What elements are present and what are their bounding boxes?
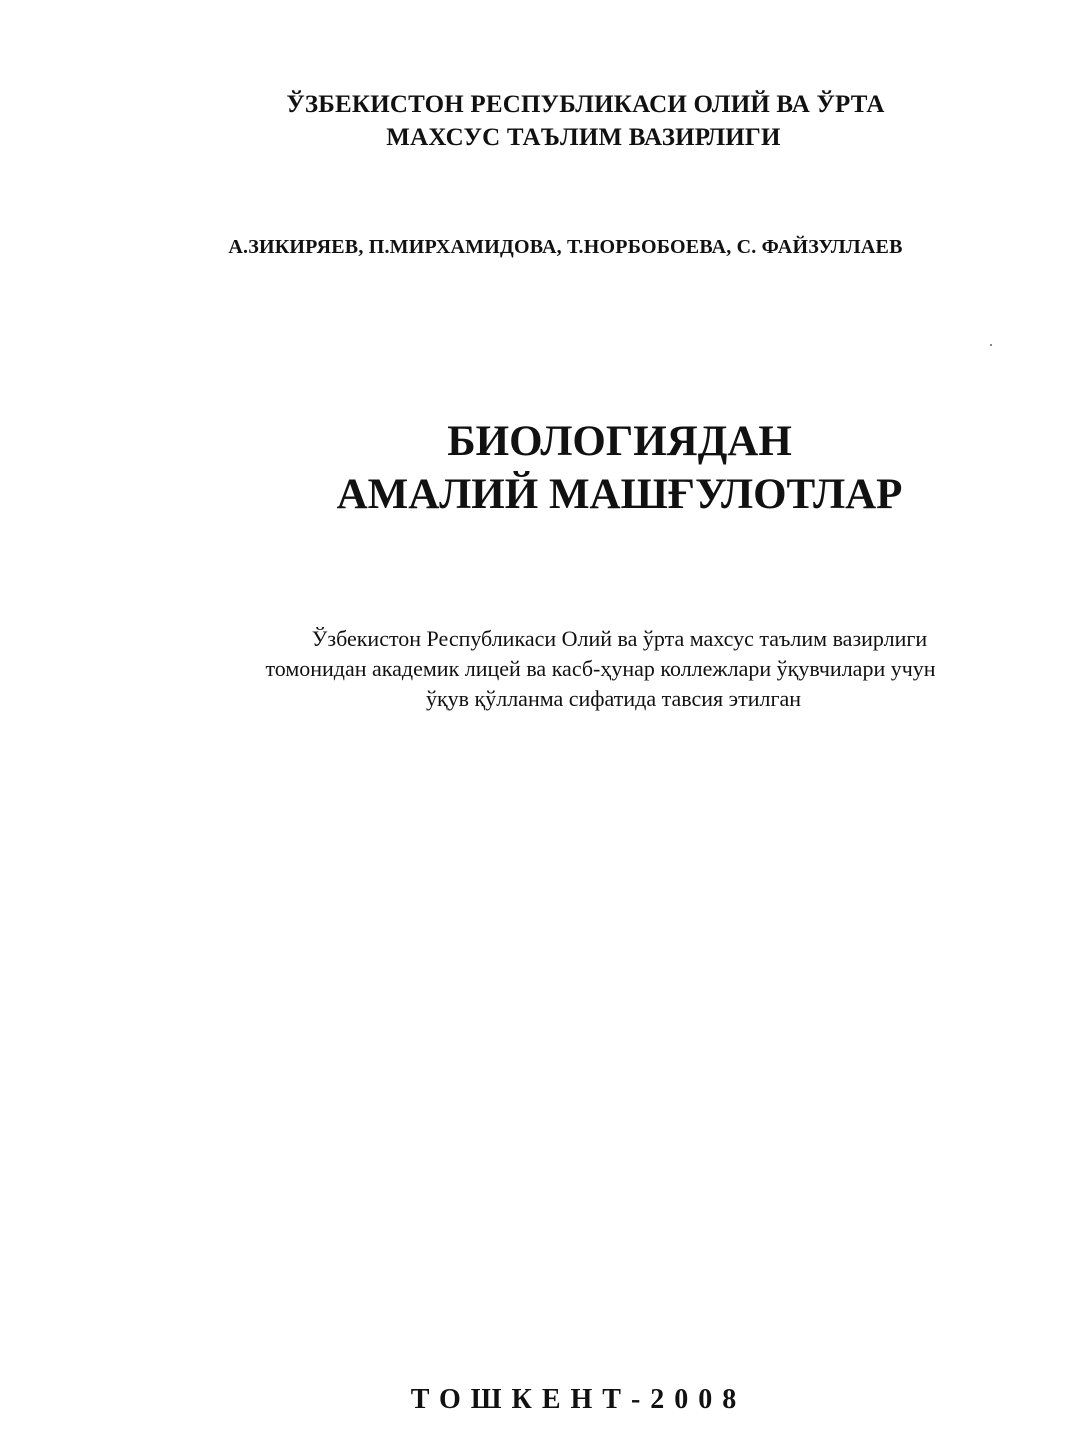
recommendation-line-1: Ўзбекистон Республикаси Олий ва ўрта махсус таълим вазирлиги [311, 626, 928, 651]
recommendation-note [0, 624, 1071, 714]
scan-speck [990, 344, 992, 346]
ministry-heading [0, 88, 1071, 154]
book-title-line-2: АМАЛИЙ МАШҒУЛОТЛАР [336, 471, 903, 518]
book-title-line-1: БИОЛОГИЯДАН [447, 418, 792, 465]
recommendation-line-2: томонидан академик лицей ва касб-ҳунар коллежлари ўқувчилари учун [265, 656, 936, 681]
recommendation-line-3: ўқув қўлланма сифатида тавсия этилган [425, 686, 802, 711]
ministry-line-1: ЎЗБЕКИСТОН РЕСПУБЛИКАСИ ОЛИЙ ВА ЎРТА [286, 91, 885, 118]
ministry-line-2: МАХСУС ТАЪЛИМ ВАЗИРЛИГИ [386, 124, 781, 151]
imprint-city-year: ТОШКЕНТ-2008 [410, 1384, 747, 1415]
book-title [0, 415, 1071, 521]
authors-line: А.ЗИКИРЯЕВ, П.МИРХАМИДОВА, Т.НОРБОБОЕВА, С. ФАЙЗУЛЛАЕВ [228, 236, 903, 258]
